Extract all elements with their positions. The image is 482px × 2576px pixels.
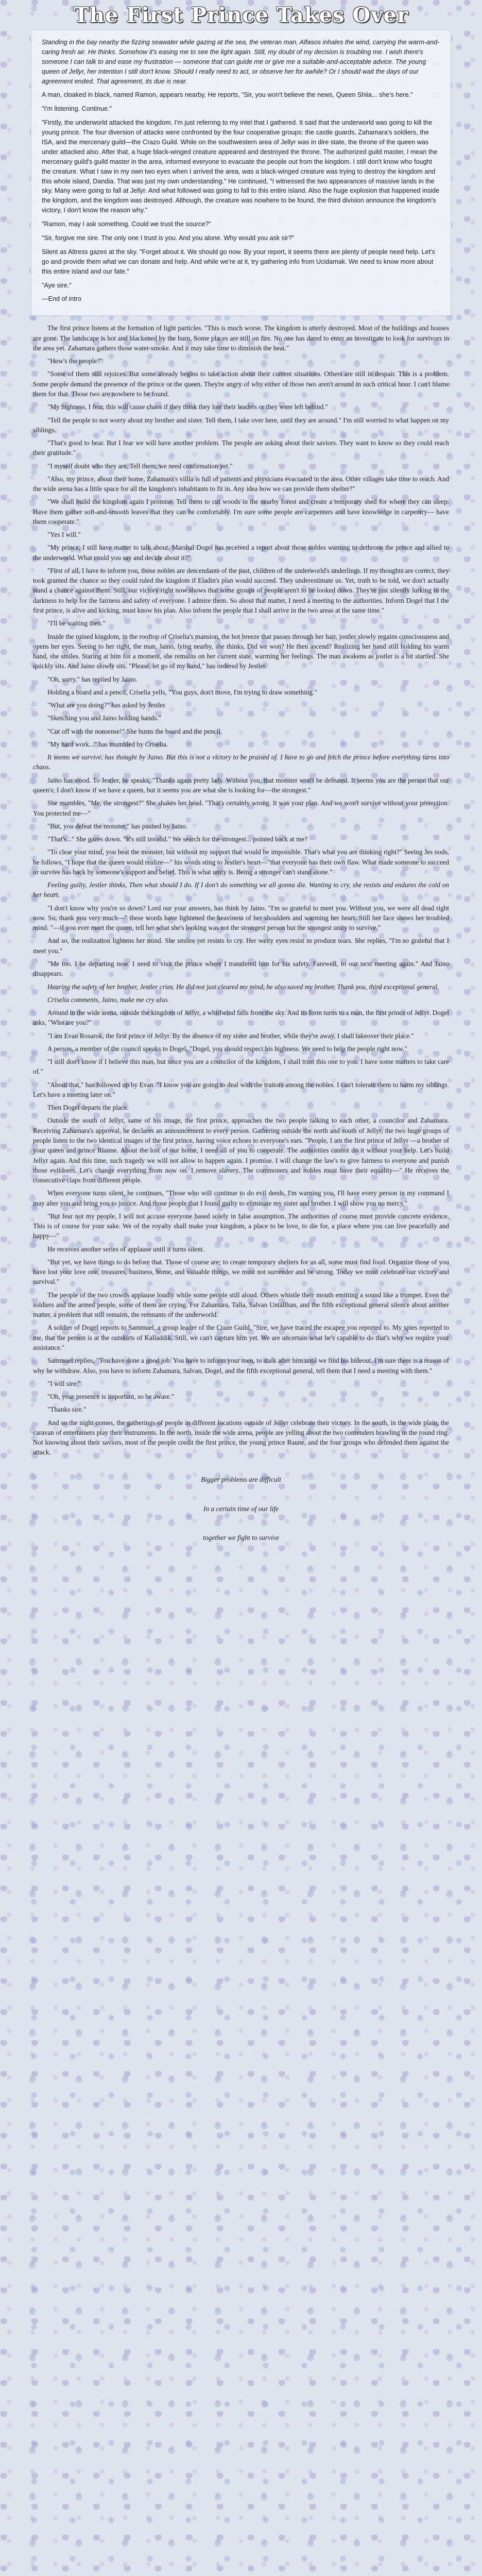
story-paragraph: "But, you defeat the monster," has pushed by Jaino.: [47, 822, 188, 830]
story-paragraph: Feeling guilty, Jestler thinks, Then what should I do. If I don't do something we all gonna die. Wanting to cry, she resists and endures the cold on her heart.: [33, 881, 449, 899]
story-paragraph: "We shall build the kingdom again I promise. Tell them to cut woods in the nearby forest and create a temporary shed for where they can sleep. Have them gather soft-and-smooth leaves that they can be comfortably. I'm sure some people are carpenters and have knowledge in carpentry— have them cooperate.": [33, 498, 449, 526]
story-paragraph: "How's the people?": [47, 357, 103, 365]
story-paragraph: Inside the ruined kingdom, in the rooftop of Criselia's mansion, the hot breeze that passes through her hair, jostler slowly regains consciousness and opens her eyes. Seeing to her right, the man, Jaino, lying nearby, she thinks, Did we won? He then ascend? Realizing her hand still holding his warm hand, she smiles. Staring at him for a moment, she remains on her current state, warming her feelings. The man awakens as jostler is a bit startled. She quickly sits. And Jaino slowly sits. "Please, let go of my hand," has ordered by Jestler.: [33, 632, 449, 670]
story-paragraph: When everyone turns silent, he continues, "Those who will continue to do evil deeds, I'm warning you, I'll have every person in my command I may alter you and bring you to justice. And those people that I found guilty to eliminate my sister and brother. I will show you no mercy.": [33, 1189, 449, 1207]
story-paragraph: A person, a member of the council speaks to Dogel, "Dogel, you should respect his highness. We need to help the people right now.": [47, 1044, 407, 1053]
story-paragraph: "About that," has followed up by Evan. "I know you are going to deal with the traitors among the nobles. I can't tolerate them to harm my siblings. Let's have a meeting later on.": [33, 1080, 449, 1098]
intro-paragraph: —End of intro: [42, 295, 82, 303]
story-paragraph: And so the night comes, the gatherings of people in different locations outside of Jellyr celebrate their victory. In the south, in the wide plain, the caravan of entertainers play their instruments. In the north, inside the wide arena, people are yelling about the two contenders brawling in the round ring. Not knowing about their saviors, most of the people credit the first prince, the young prince Raune, and the four groups who defended them against the attack.: [33, 1418, 449, 1456]
story-paragraph: It seems we survive, has thought by Jaino. But this is not a victory to be praised of. I have to go and fetch the prince before everything turns into chaos.: [33, 753, 449, 771]
story-paragraph: "I am Evan Rosarok, the first prince of Jellyr. By the absence of my sister and brother, while they're away, I shall takeover their place.": [47, 1031, 414, 1040]
intro-paragraph: Silent as Altress gazes at the sky. "Forget about it. We should go now. By your report, it seems there are plenty of people need help. Let's go and provide them what we can donate and help. And while we're at it, try gathering info from Ucidamak. We need to know more about this entire island and our fate.": [42, 248, 435, 275]
closing-poem: [13, 1475, 469, 1544]
intro-paragraph: "Firstly, the underworld attacked the kingdom. I'm just referring to my intel that I gathered. It said that the underworld was going to kill the young prince. The four diversion of attacks were confronted by the four cooperative groups: the castle guards, Zahamara's soldiers, the ISA, and the mercenary guild—the Crazo Guild. While on the southwestern area of Jellyr was in dire state, the throne of the queen was under attacked also. After that, a huge black-winged creature appeared and destroyed the throne. The authorized guild master, I mean the mercenary guild's guild master in the area, informed everyone to evacuate the people out from the kingdom. I still don't know who fought the creature. What I saw in my own two eyes when I arrived the area, was a black-winged creature was trying to destroy the kingdom and this whole island, Dandia. That was just my own understanding." He continued, "I witnessed the two appearances of massive lands in the sky. Many were going to fall at Jellyr. And what followed was going to fall to this entire island. Also the huge explosion that happened inside the kingdom, and the kingdom was destroyed. Although, the creature was nowhere to be found, the third division announce the kingdom's victory, I don't know the reason why.": [42, 119, 439, 214]
story-paragraph: "Me too. I be departing now. I need to visit the prince where I transfered him for his safety. Farewell, to our next meeting again." And Jaino disappears.: [33, 959, 449, 978]
story-paragraph: Jaino has stood. To Jestler, he speaks, "Thanks again pretty lady. Without you, that monster won't be defeated. It seems you are the person that our queen's; I don't know if we have a queen, but it seems you are what she is looking for—the strongest.": [33, 776, 449, 794]
story-paragraph: "What are you doing?" has asked by Jestler.: [47, 701, 167, 709]
story-paragraph: "Thanks sire.": [47, 1405, 87, 1414]
story-paragraph: "My highness, I fear, this will cause chaos if they think they lost their leaders or they were left behind.": [47, 403, 328, 411]
story-paragraph: "First of all, I have to inform you, those nobles are descendants of the past, children of the underworld's underlings. If my thoughts are correct, they took granted the chance so they could ruled the kingdom if Eladin's plan would succeed. They underestimate us. Yet, truth to be told, we don't actually stand a chance against them. Still, our victory right now shows that some groups of people aren't to be looked down. They're just silently lurking in the darkness to help for the fairness and safety of everyone. I admire them. So about that matter, I need a meeting to the authorities. Inform Dogel that I the first prince, is alive and kicking, must know his plan. Also inform the people that I shall arrive in the two areas at the same time.": [33, 566, 449, 615]
story-paragraph: Around in the wide arena, outside the kingdom of Jellyr, a whirlwind falls from the sky. And its form turns to a man, the first prince of Jellyr. Dogel asks, "Who are you?": [33, 1009, 449, 1027]
poem-line: Bigger problems are difficult: [200, 1475, 282, 1483]
intro-paragraph: A man, cloaked in black, named Ramon, appears nearby. He reports, "Sir, you won't believe the news, Queen Shiia... she's here.": [42, 91, 413, 99]
page-title: The First Prince Takes Over: [73, 3, 409, 27]
story-paragraph: "But fear not my people, I will not accuse everyone based solely in false assumption. The authorities of course must provide concrete evidence. This is of course for your sake. We of the royalty shall make your kingdom, a place to be love, to die for, a place where you can live peacefully and happy—": [33, 1212, 449, 1240]
story-paragraph: Outside the south of Jellyr, same of his image, the first prince, approaches the two people talking to each other, a councilor and Zahamara. Receiving Zahamara's approval, he declares an announcement to every person. Gathering outside the north and south of Jellyr, the two huge groups of people listen to the two identical images of the first prince, having voice echoes to everyone's ears. "People, I am the first prince of Jellyr —a brother of your queen and prince Rianne. About the lost of our home, I need all of you to cooperate. The authorities cannot do it without your help. Let's build Jellyr again. And this time, such tragedy we will not allow to happen again. I promise. I will change the law's to give fairness to everyone and punish those evildoers. Let's change everything from now on. I remove slavery. The commoners and nobles must have their equality—" He receives the consecutive claps from different people.: [33, 1116, 449, 1184]
story-paragraph: She mumbles, "Me, the strongest?" She shakes her head. "That's certainly wrong. It was your plan. And we won't survive without your protection. You protected me—": [33, 799, 449, 817]
story-paragraph: The people of the two crowds applause loudly while some people still aloud. Others whistle their mouth emitting a sound like a trumpet. Even the soldiers and the armed people, some of them are crying. For Zahamara, Talla, Salvan Untallhan, and the fifth exceptional general silence about another matter, a problem that still remains, the remnants of the underworld.: [33, 1291, 449, 1319]
poem-line: together we fight to survive: [203, 1534, 279, 1542]
story-paragraph: A soldier of Dogel reports to Sammuel, a group leader of the Craze Guild, "Sire, we have traced the escapee you reported to. My spies reported to me, that the person is at the outskirts of Kalladdik. Still, we can't capture him yet. We are uncertain what he's capable to do that's why we require your assistance.": [33, 1324, 449, 1352]
intro-paragraph: "Ramon, may I ask something. Could we trust the source?": [42, 221, 211, 228]
intro-paragraph: "I'm listening. Continue.": [42, 105, 112, 113]
story-paragraph: He receives another series of applause until it turns silent.: [47, 1245, 204, 1253]
story-paragraph: Sammuel replies, "You have done a good job. You have to inform your men, to stalk after him until we find his hideout. I'm sure there is a reason of why he withdraw. Also, you have to inform Zahamara, Salvan, Dogel, and the fifth exceptional general, tell them that I need a meeting with them.": [33, 1357, 449, 1375]
story-paragraph: Criselia comments, Jaino, make me cry also.: [47, 995, 169, 1004]
intro-paragraph: "Aye sire.": [42, 281, 72, 289]
story-paragraph: And so, the realization lightens her mind. She smiles yet resists to cry. Her welty eyes resist to produce tears. She replies, "I'm so grateful that I meet you.": [33, 937, 449, 955]
intro-paragraph: "Sir, forgive me sire. The only one I trust is you. And you alone. Why would you ask sir?": [42, 234, 295, 242]
story-paragraph: "Tell the people to not worry about my brother and sister. Tell them, I take over here, until they are around." I'm still worried to what happen on my siblings.: [33, 416, 449, 434]
story-paragraph: "Also, my prince, about their home, Zahamara's villla is full of patients and physicians evacuated in the area. Other villages take time to reach. And the wide arena has a little space for all the kingdom's inhabitants to fit in. Any idea how we can provide them shelter?": [33, 474, 449, 493]
story-paragraph: Then Dogel departs the place.: [47, 1104, 129, 1112]
poem-line: In a certain time of our life: [203, 1504, 279, 1513]
story-paragraph: "I will sire.": [47, 1379, 81, 1387]
story-paragraph: "Oh, your presence is important, so be aware.": [47, 1393, 174, 1401]
story-paragraph: "I still don't know if I believe this man, but since you are a councilor of the kingdom, I shall trust this one to you. I have some matters to take care of.": [33, 1058, 449, 1076]
story-paragraph: "To clear your mind, you beat the monster, but without my support that would be impossible. That's what you are thinking right?" Seeing Jes nods, he follows, "I hope that the queen would realize—" his words sting to Jestler's heart—"that everyone has their own flaw. What made someone to succeed or survive has back by someone's support and belief. This is what unity is. Being a stronger can't stand alone.": [33, 848, 449, 876]
story-paragraph: "My prince, I still have matter to talk about. Marshal Dogel has received a report about those nobles wanting to dethrone the prince and allied to the underworld. What could you say and decide about it?": [33, 544, 449, 562]
story-paragraph: "Cut off with the nonsense!" She burns the board and the pencil.: [47, 727, 222, 735]
story-paragraph: "But yet, we have things to do before that. Those of course are; to create temporary shelters for us all, some must find food. Organize those of you have lost your love one, treasures, business, home, and valuable things, we must not surrender and be strong. Today we must celebrate our victory and survival.": [33, 1258, 449, 1286]
story-paragraph: "That's..." She gazes down. "It's still invalid." We search for the strongest... pointed back at me?: [47, 835, 308, 843]
story-paragraph: "My hard work..." has mumbled by Criselia.: [47, 740, 168, 748]
chapter-body: [13, 323, 469, 1457]
story-paragraph: "Yes I will.": [47, 531, 81, 539]
story-paragraph: "I myself doubt who they are. Tell them, we need confirmation yet.": [47, 462, 233, 470]
story-paragraph: "Sketching you and Jaino holding hands.": [47, 714, 162, 722]
story-paragraph: "I'll be waiting then.": [47, 619, 106, 628]
story-paragraph: "Oh, sorry," has replied by Jaino.: [47, 675, 137, 683]
story-paragraph: "I don't know why you're so down? Lord our your answers, has think by Jaino. "I'm so grateful to meet you. Without you, we were all dead right now. So, thank you very much—" these words have lightened the heaviness of her shoulders and warming her heart. Still her face shows her troubled mind. "—if you ever meet the queen, tell her what she's looking was not the strongest person but the strongest unity to survive.": [33, 904, 449, 932]
intro-paragraph: Standing in the bay nearby the fizzing seawater while gazing at the sea, the veteran man, Alfasos inhales the wind, carrying the warm-and-caring fresh air. He thinks. Somehow it's easing me to see the light again. Still, my doubt of my decision is troubling me. I wish there's someone I can talk to and ease my frustration — someone that can guide me or give me a suitable-and-acceptable advice. The young queen of Jellyr, her intention I still don't know. Should I really need to act, or observe her for awhile? Or I should wait the days of our agreement ended. That agreement, its due is near.: [42, 39, 440, 85]
story-paragraph: The first prince listens at the formation of light particles. "This is much worse. The kingdom is utterly destroyed. Most of the buildings and houses are gone. The landscape is hot and blackened by the burn. Some places are still on fire. No one has dared to enter an investigate to look for survivors in the area yet. Zahamara gathers those water-smoke. And it may take time to diminish the heat.": [33, 324, 449, 352]
story-paragraph: Hearing the safety of her brother, Jestler cries. He did not just cleared my mind, he also saved my brother. Thank you, third exceptional general.: [47, 982, 439, 991]
story-paragraph: Holding a board and a pencil, Criselia yells, "You guys, don't move, I'm trying to draw something.": [47, 688, 317, 696]
story-paragraph: "That's good to hear. But I fear we will have another problem. The people are asking about their saviors. They want to know so they could reach their gratitude.": [33, 439, 449, 457]
story-paragraph: "Some of them still rejoices. But some already begins to take action about their current situations. Others are still in despair. This is a problem. Some people demand the presence of the prince or the queen. They're angry of why either of those two aren't around in such critical hour. I can't blame them for that. Those two are nowhere to be found.: [33, 370, 449, 398]
chapter-page: [13, 30, 469, 2576]
intro-panel: [31, 30, 451, 316]
